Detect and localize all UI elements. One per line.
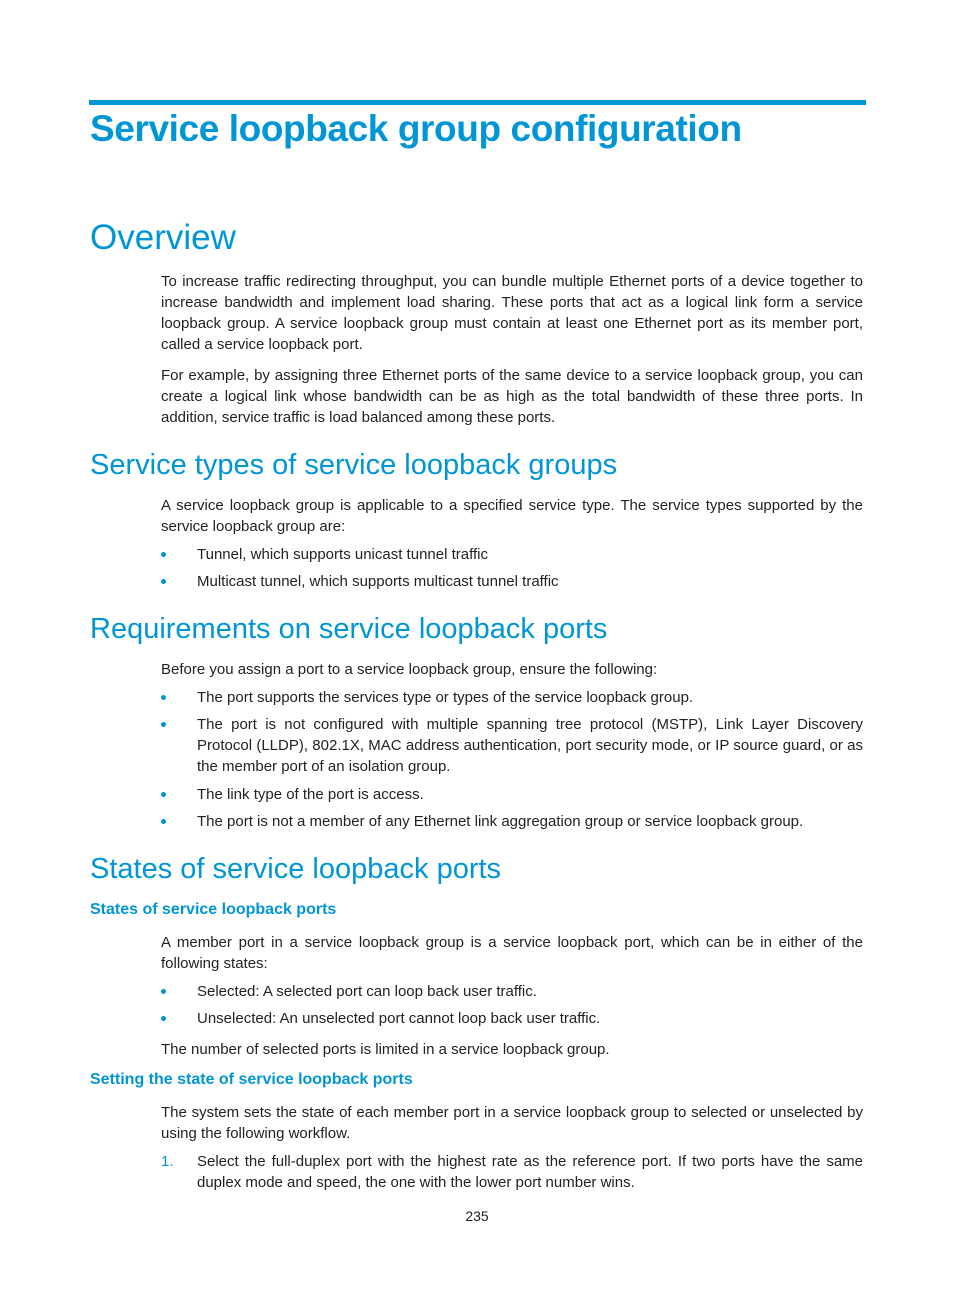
bullet-icon [161, 695, 166, 700]
list-item-text: Tunnel, which supports unicast tunnel traffic [197, 546, 488, 563]
bullet-icon [161, 722, 166, 727]
service-types-intro: A service loopback group is applicable to a specified service type. The service types supported by the service loopback group are: [161, 497, 863, 535]
chapter-top-rule [89, 100, 866, 105]
requirements-heading: Requirements on service loopback ports [90, 613, 608, 645]
states-outro: The number of selected ports is limited in a service loopback group. [161, 1041, 610, 1058]
overview-heading: Overview [90, 218, 236, 257]
bullet-icon [161, 579, 166, 584]
service-types-heading: Service types of service loopback groups [90, 449, 618, 481]
setting-state-subheading: Setting the state of service loopback ports [90, 1071, 413, 1088]
list-item-text: The port is not a member of any Ethernet link aggregation group or service loopback group. [197, 813, 804, 830]
overview-paragraph-2: For example, by assigning three Ethernet ports of the same device to a service loopback group, you can create a logical link whose bandwidth can be as high as the total bandwidth of these three ports. In addition, service traffic is load balanced among these ports. [161, 367, 863, 426]
list-item-text: The port is not configured with multiple spanning tree protocol (MSTP), Link Layer Discovery Protocol (LLDP), 802.1X, MAC address authentication, port security mode, or IP source guard, or as the member port of an isolation group. [197, 716, 863, 775]
requirements-intro: Before you assign a port to a service loopback group, ensure the following: [161, 661, 658, 678]
list-item-text: The port supports the services type or types of the service loopback group. [197, 689, 694, 706]
bullet-icon [161, 819, 166, 824]
bullet-icon [161, 1016, 166, 1021]
step-number: 1. [161, 1153, 174, 1170]
list-item-text: The link type of the port is access. [197, 786, 424, 803]
bullet-icon [161, 552, 166, 557]
states-heading: States of service loopback ports [90, 853, 502, 885]
states-subheading: States of service loopback ports [90, 901, 337, 918]
setting-state-intro: The system sets the state of each member port in a service loopback group to selected or unselected by using the following workflow. [161, 1104, 863, 1142]
list-item-text: Multicast tunnel, which supports multicast tunnel traffic [197, 573, 559, 590]
page-number: 235 [465, 1208, 489, 1224]
states-intro: A member port in a service loopback group is a service loopback port, which can be in either of the following states: [161, 934, 863, 972]
chapter-title: Service loopback group configuration [90, 108, 742, 149]
overview-paragraph-1: To increase traffic redirecting throughput, you can bundle multiple Ethernet ports of a device together to increase bandwidth and implement load sharing. These ports that act as a logical link form a service loopback group. A service loopback group must contain at least one Ethernet port as its member port, called a service loopback port. [161, 273, 863, 353]
bullet-icon [161, 792, 166, 797]
list-item-text: Unselected: An unselected port cannot loop back user traffic. [197, 1010, 601, 1027]
bullet-icon [161, 989, 166, 994]
list-item-text: Selected: A selected port can loop back user traffic. [197, 983, 537, 1000]
step-text: Select the full-duplex port with the highest rate as the reference port. If two ports have the same duplex mode and speed, the one with the lower port number wins. [197, 1153, 863, 1191]
